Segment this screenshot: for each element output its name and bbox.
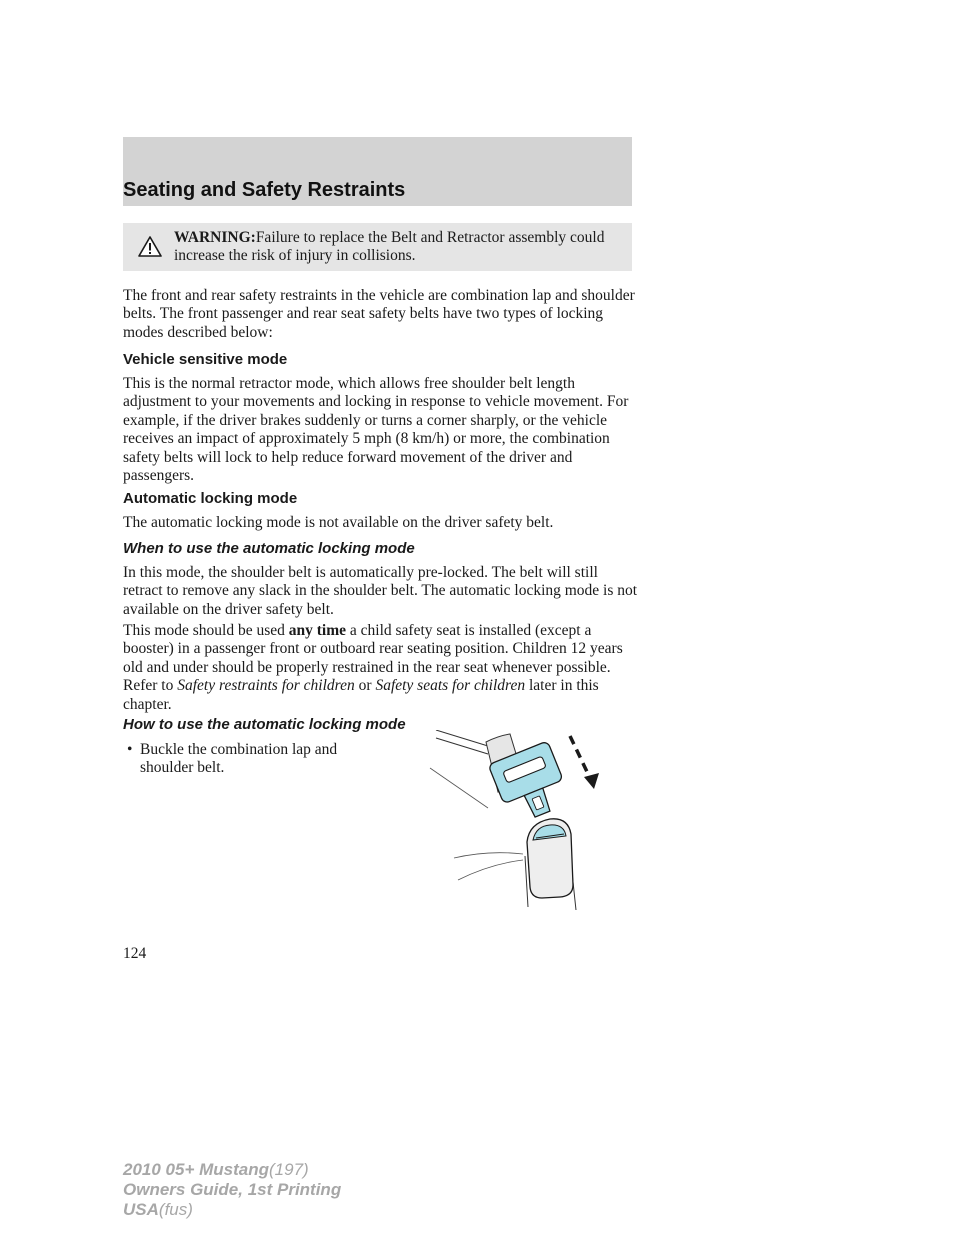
footer-market-code: (fus) <box>158 1200 193 1219</box>
bullet-symbol: • <box>127 741 133 758</box>
section-title: Seating and Safety Restraints <box>123 179 406 201</box>
document-footer <box>123 1160 341 1220</box>
usage-text-1: This mode should be used <box>123 622 285 639</box>
when-to-use-heading: When to use the automatic locking mode <box>123 540 415 557</box>
usage-text-3: later in this chapter. <box>123 677 599 713</box>
warning-triangle-icon <box>138 235 162 259</box>
warning-message: Failure to replace the Belt and Retractor assembly could increase the risk of injury in collisions. <box>174 229 605 264</box>
seat-belt-buckle-illustration <box>428 730 600 910</box>
intro-paragraph: The front and rear safety restraints in the vehicle are combination lap and shoulder belts. The front passenger and rear seat safety belts have two types of locking modes described below: <box>123 287 635 341</box>
automatic-locking-heading: Automatic locking mode <box>123 490 298 507</box>
reference-safety-seats-for-children: Safety seats for children <box>375 677 526 695</box>
warning-text <box>174 229 624 265</box>
bullet-item <box>123 741 353 778</box>
footer-line-1 <box>123 1160 341 1180</box>
footer-market: USA <box>123 1200 159 1219</box>
usage-text-2: a child safety seat is installed (except a booster) in a passenger front or outboard rear seating position. Children 12 years old and under should be properly restrained in the rear seat whenever possible. Refer to <box>123 622 623 695</box>
footer-line-2: Owners Guide, 1st Printing <box>123 1180 342 1199</box>
footer-model-code: (197) <box>269 1160 309 1179</box>
usage-or: or <box>358 677 372 695</box>
automatic-locking-paragraph: The automatic locking mode is not available on the driver safety belt. <box>123 514 554 531</box>
warning-box <box>123 223 632 271</box>
reference-safety-restraints-for-children: Safety restraints for children <box>177 677 355 695</box>
footer-model: 2010 05+ Mustang <box>123 1160 269 1179</box>
vehicle-sensitive-paragraph: This is the normal retractor mode, which allows free shoulder belt length adjustment to your movements and locking in response to vehicle movement. For example, if the driver brakes suddenly or turns a corner sharply, or the vehicle receives an impact of approximately 5 mph (8 km/h) or more, the combination safety belts will lock to help reduce forward movement of the driver and passengers. <box>123 375 629 485</box>
warning-label: WARNING: <box>174 229 256 246</box>
usage-emphasis: any time <box>288 622 347 639</box>
when-to-use-paragraph: In this mode, the shoulder belt is automatically pre-locked. The belt will still retract to remove any slack in the shoulder belt. The automatic locking mode is not available on the driver safety belt. <box>123 564 638 618</box>
vehicle-sensitive-heading: Vehicle sensitive mode <box>123 351 288 368</box>
how-to-use-heading: How to use the automatic locking mode <box>123 716 406 733</box>
usage-paragraph <box>123 622 638 714</box>
footer-line-3 <box>123 1200 341 1220</box>
page-number: 124 <box>123 945 147 962</box>
bullet-text: Buckle the combination lap and shoulder belt. <box>140 741 338 777</box>
